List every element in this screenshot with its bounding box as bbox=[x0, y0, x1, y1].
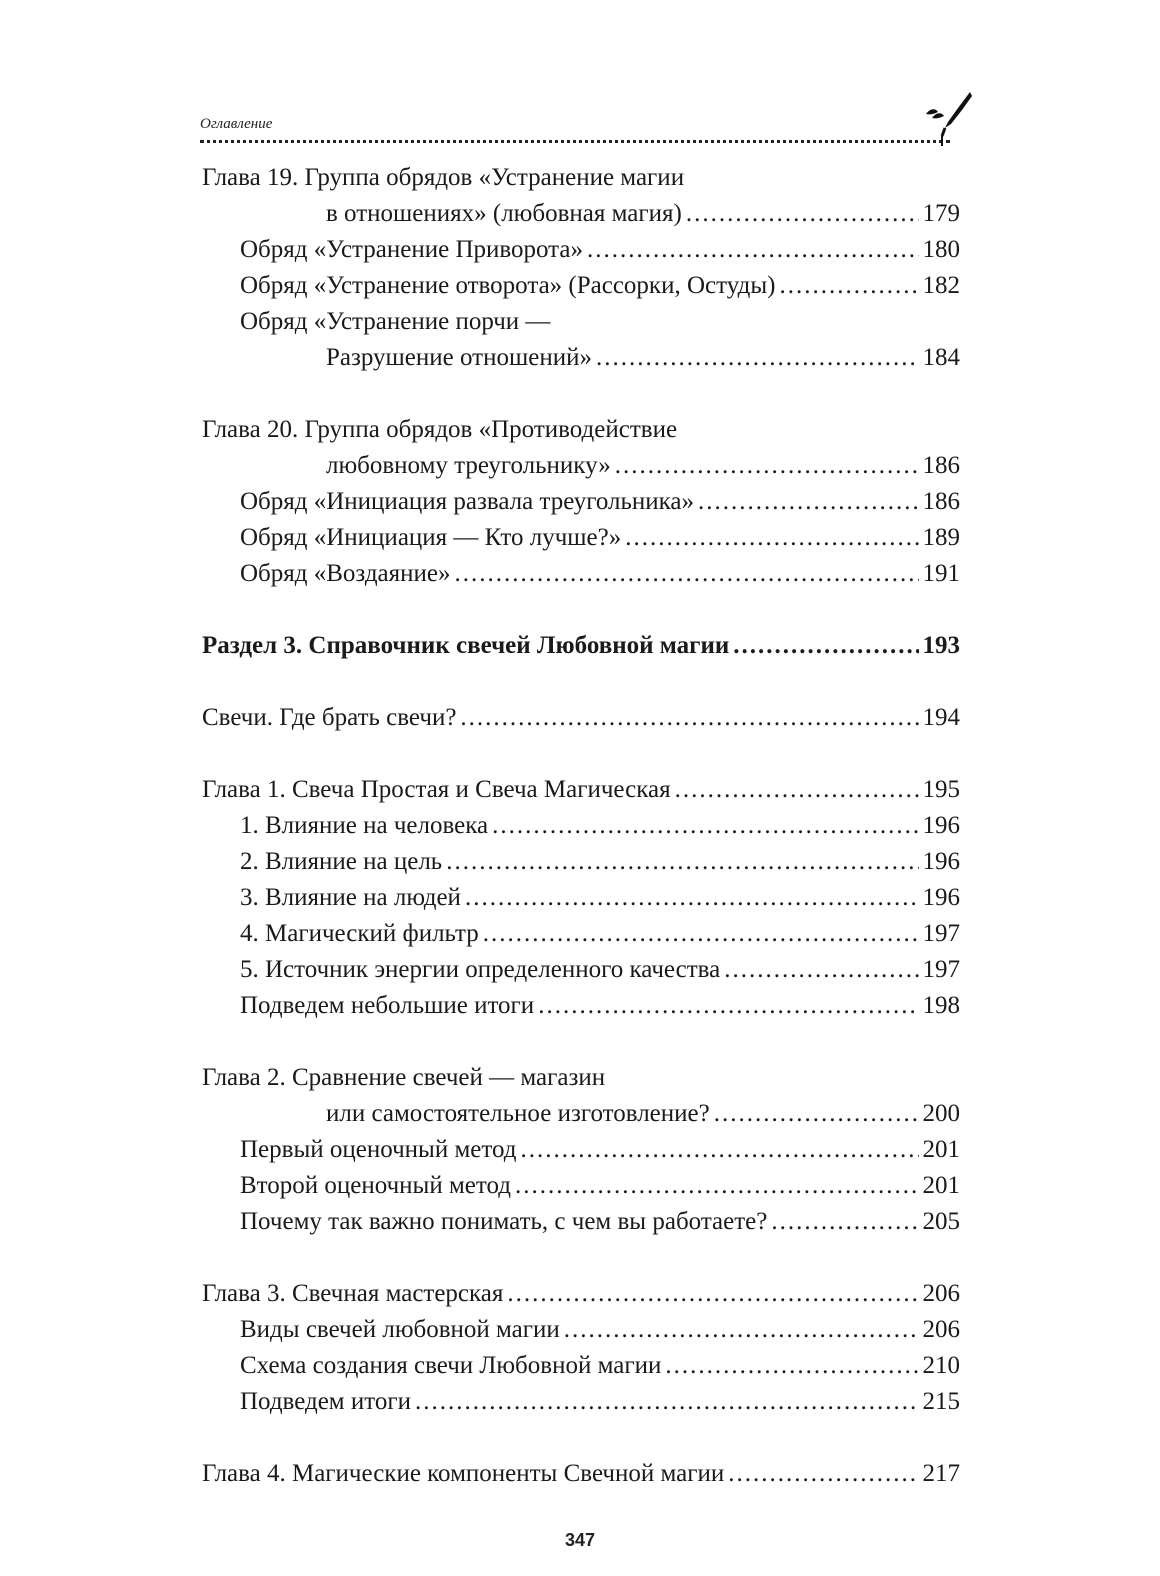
toc-entry[interactable] bbox=[202, 1348, 960, 1384]
dot-leader bbox=[625, 520, 918, 556]
running-header-title: Оглавление bbox=[200, 116, 273, 132]
toc-entry-page: 191 bbox=[922, 560, 960, 587]
dot-leader bbox=[455, 556, 919, 592]
toc-entry[interactable] bbox=[202, 412, 960, 448]
toc-entry-title: 2. Влияние на цель bbox=[240, 848, 443, 875]
toc-entry[interactable] bbox=[202, 1456, 960, 1492]
toc-entry-page: 196 bbox=[922, 812, 960, 839]
dot-leader bbox=[492, 808, 918, 844]
toc-entry-page: 198 bbox=[922, 992, 960, 1019]
toc-entry-page: 180 bbox=[922, 236, 960, 263]
toc-entry-title: Глава 19. Группа обрядов «Устранение магии bbox=[202, 164, 685, 191]
toc-entry-title: Раздел 3. Справочник свечей Любовной магии bbox=[202, 632, 730, 659]
toc-entry-title: в отношениях» (любовная магия) bbox=[326, 200, 682, 227]
toc-entry-title: Подведем небольшие итоги bbox=[240, 992, 535, 1019]
toc-entry-title: Глава 4. Магические компоненты Свечной магии bbox=[202, 1460, 725, 1487]
toc-entry-title: Обряд «Воздаяние» bbox=[240, 560, 451, 587]
dot-leader bbox=[596, 340, 919, 376]
toc-entry-page: 201 bbox=[922, 1136, 960, 1163]
toc-entry[interactable] bbox=[202, 700, 960, 736]
toc-entry-title: Первый оценочный метод bbox=[240, 1136, 517, 1163]
dot-leader bbox=[460, 700, 918, 736]
toc-entry[interactable] bbox=[202, 1168, 960, 1204]
toc-entry-title: 5. Источник энергии определенного качества bbox=[240, 956, 721, 983]
toc-entry-page: 217 bbox=[922, 1460, 960, 1487]
dot-leader bbox=[587, 232, 918, 268]
dot-leader bbox=[724, 952, 918, 988]
toc-entry-page: 189 bbox=[922, 524, 960, 551]
dot-leader bbox=[615, 448, 919, 484]
toc-entry-page: 206 bbox=[922, 1316, 960, 1343]
section-gap bbox=[202, 1420, 960, 1456]
toc-entry-page: 206 bbox=[922, 1280, 960, 1307]
toc-entry-title: Глава 1. Свеча Простая и Свеча Магическая bbox=[202, 776, 671, 803]
toc-entry[interactable] bbox=[202, 520, 960, 556]
dot-leader bbox=[564, 1312, 919, 1348]
toc-entry[interactable] bbox=[202, 1204, 960, 1240]
toc-entry[interactable] bbox=[202, 952, 960, 988]
toc-entry[interactable] bbox=[202, 808, 960, 844]
toc-entry-title: Почему так важно понимать, с чем вы работаете? bbox=[240, 1208, 768, 1235]
toc-entry[interactable] bbox=[202, 232, 960, 268]
toc-entry-title: Обряд «Устранение порчи — bbox=[240, 308, 551, 335]
dot-leader bbox=[714, 1096, 919, 1132]
toc-entry-page: 186 bbox=[922, 452, 960, 479]
dot-leader bbox=[728, 1456, 918, 1492]
toc-entry-title: Свечи. Где брать свечи? bbox=[202, 704, 457, 731]
toc-entry-title: Обряд «Устранение Приворота» bbox=[240, 236, 584, 263]
toc-entry[interactable] bbox=[202, 772, 960, 808]
toc-entry-title: или самостоятельное изготовление? bbox=[326, 1100, 710, 1127]
dot-leader bbox=[686, 196, 919, 232]
toc-entry-title: Глава 2. Сравнение свечей — магазин bbox=[202, 1064, 606, 1091]
toc-entry[interactable] bbox=[202, 844, 960, 880]
section-gap bbox=[202, 1024, 960, 1060]
dot-leader bbox=[779, 268, 918, 304]
dot-leader bbox=[415, 1384, 919, 1420]
toc-entry-title: Обряд «Устранение отворота» (Рассорки, Остуды) bbox=[240, 272, 776, 299]
header-dotted-rule bbox=[200, 140, 950, 143]
toc-entry[interactable] bbox=[202, 1276, 960, 1312]
table-of-contents bbox=[202, 160, 960, 1492]
toc-entry-page: 193 bbox=[922, 632, 960, 659]
toc-entry[interactable] bbox=[202, 196, 960, 232]
toc-entry-title: Подведем итоги bbox=[240, 1388, 411, 1415]
toc-entry-page: 194 bbox=[922, 704, 960, 731]
toc-entry[interactable] bbox=[202, 448, 960, 484]
toc-entry-page: 197 bbox=[922, 920, 960, 947]
dot-leader bbox=[465, 880, 919, 916]
toc-entry[interactable] bbox=[202, 880, 960, 916]
toc-entry-page: 196 bbox=[922, 884, 960, 911]
dot-leader bbox=[515, 1168, 919, 1204]
toc-entry-title: 3. Влияние на людей bbox=[240, 884, 461, 911]
toc-entry[interactable] bbox=[202, 1060, 960, 1096]
toc-entry[interactable] bbox=[202, 628, 960, 664]
toc-entry-title: Глава 3. Свечная мастерская bbox=[202, 1280, 504, 1307]
toc-entry-page: 179 bbox=[922, 200, 960, 227]
dot-leader bbox=[446, 844, 918, 880]
page-number: 347 bbox=[564, 1530, 596, 1550]
toc-entry-page: 196 bbox=[922, 848, 960, 875]
toc-entry-page: 182 bbox=[922, 272, 960, 299]
toc-entry[interactable] bbox=[202, 988, 960, 1024]
dot-leader bbox=[698, 484, 918, 520]
toc-entry-title: Обряд «Инициация развала треугольника» bbox=[240, 488, 695, 515]
toc-entry[interactable] bbox=[202, 556, 960, 592]
quill-pen-icon bbox=[918, 88, 974, 148]
toc-entry[interactable] bbox=[202, 1312, 960, 1348]
dot-leader bbox=[483, 916, 919, 952]
toc-entry-title: Второй оценочный метод bbox=[240, 1172, 511, 1199]
section-gap bbox=[202, 592, 960, 628]
toc-entry-title: Глава 20. Группа обрядов «Противодействие bbox=[202, 416, 678, 443]
running-header bbox=[200, 88, 970, 148]
toc-entry[interactable] bbox=[202, 340, 960, 376]
toc-entry-title: любовному треугольнику» bbox=[326, 452, 611, 479]
toc-entry-title: Виды свечей любовной магии bbox=[240, 1316, 560, 1343]
dot-leader bbox=[733, 628, 918, 664]
section-gap bbox=[202, 1240, 960, 1276]
section-gap bbox=[202, 664, 960, 700]
toc-entry-page: 197 bbox=[922, 956, 960, 983]
toc-entry[interactable] bbox=[202, 916, 960, 952]
toc-entry-page: 210 bbox=[922, 1352, 960, 1379]
toc-entry[interactable] bbox=[202, 1384, 960, 1420]
dot-leader bbox=[771, 1204, 918, 1240]
toc-entry-page: 200 bbox=[922, 1100, 960, 1127]
toc-entry-title: Обряд «Инициация — Кто лучше?» bbox=[240, 524, 622, 551]
toc-entry-title: 4. Магический фильтр bbox=[240, 920, 479, 947]
toc-entry[interactable] bbox=[202, 268, 960, 304]
dot-leader bbox=[665, 1348, 918, 1384]
section-gap bbox=[202, 376, 960, 412]
dot-leader bbox=[675, 772, 919, 808]
dot-leader bbox=[507, 1276, 918, 1312]
toc-entry-page: 195 bbox=[922, 776, 960, 803]
toc-entry-title: Схема создания свечи Любовной магии bbox=[240, 1352, 662, 1379]
toc-entry-title: 1. Влияние на человека bbox=[240, 812, 489, 839]
toc-entry[interactable] bbox=[202, 1096, 960, 1132]
section-gap bbox=[202, 736, 960, 772]
toc-entry-page: 184 bbox=[922, 344, 960, 371]
toc-entry-page: 186 bbox=[922, 488, 960, 515]
toc-entry[interactable] bbox=[202, 304, 960, 340]
dot-leader bbox=[538, 988, 918, 1024]
toc-entry-page: 205 bbox=[922, 1208, 960, 1235]
toc-entry[interactable] bbox=[202, 484, 960, 520]
toc-entry-page: 201 bbox=[922, 1172, 960, 1199]
dot-leader bbox=[520, 1132, 918, 1168]
toc-entry-page: 215 bbox=[922, 1388, 960, 1415]
toc-entry[interactable] bbox=[202, 160, 960, 196]
toc-entry-title: Разрушение отношений» bbox=[326, 344, 592, 371]
toc-entry[interactable] bbox=[202, 1132, 960, 1168]
